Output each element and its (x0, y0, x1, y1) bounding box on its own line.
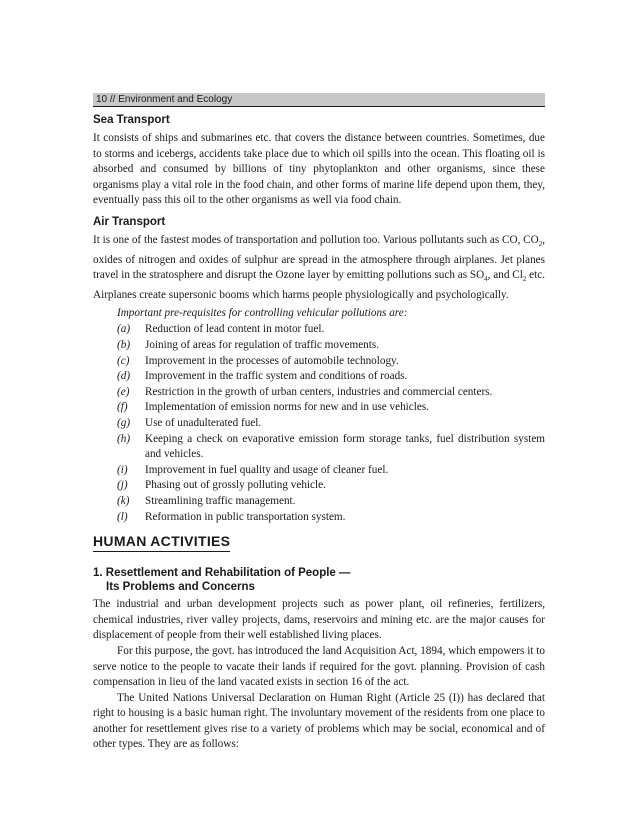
item-text: Keeping a check on evaporative emission form storage tanks, fuel distribution system and vehicles. (145, 432, 545, 461)
item-label: (g) (117, 416, 131, 429)
item-label: (h) (117, 432, 131, 445)
prerequisites-lead: Important pre-requisites for controlling vehicular pollutions are: (117, 306, 408, 319)
item-text: Improvement in the processes of automobile technology. (145, 354, 399, 367)
item-label: (j) (117, 479, 128, 492)
list-item (117, 354, 545, 370)
subscript: 4 (484, 275, 488, 284)
item-text: Use of unadulterated fuel. (145, 416, 262, 429)
list-item (117, 400, 545, 416)
air-text-b: , oxides of nitrogen and oxides of sulphur are spread in the atmosphere through airplanes. Jet planes travel in the stratosphere and disrupt the Ozone layer by emitting pollutions such as SO (93, 233, 545, 282)
item-text: Improvement in the traffic system and conditions of roads. (145, 370, 408, 383)
air-text-a: It is one of the fastest modes of transportation and pollution too. Various pollutants such as CO, CO (93, 233, 539, 246)
resettlement-heading-line1: 1. Resettlement and Rehabilitation of People — (93, 567, 351, 580)
item-label: (e) (117, 385, 130, 398)
item-text: Reformation in public transportation system. (145, 510, 346, 523)
list-item (117, 463, 545, 479)
prerequisites-list (117, 322, 545, 525)
item-label: (b) (117, 339, 131, 351)
resettlement-heading (93, 566, 545, 594)
document-page (93, 93, 545, 753)
sea-transport-heading: Sea Transport (93, 114, 170, 126)
sea-transport-paragraph: It consists of ships and submarines etc. that covers the distance between countries. Sometimes, due to storms and icebergs, accidents take place due to which oil spills into the ocean. This floating oil is absorbed and consumed by billions of tiny phytoplankton and other organisms, since these organisms play a vital role in the food chain, and other forms of marine life depend upon them, they, eventually pass this oil to the other organisms as well via food chain. (93, 132, 545, 207)
item-label: (c) (117, 354, 130, 367)
item-text: Restriction in the growth of urban centers, industries and commercial centers. (145, 385, 493, 398)
running-header: 10 // Environment and Ecology (93, 93, 545, 107)
air-transport-heading: Air Transport (93, 215, 166, 228)
item-label: (f) (117, 401, 128, 414)
subscript: 2 (522, 275, 527, 284)
item-text: Improvement in fuel quality and usage of cleaner fuel. (145, 463, 389, 476)
item-text: Phasing out of grossly polluting vehicle. (145, 479, 326, 492)
item-text: Streamlining traffic management. (145, 494, 296, 507)
resettlement-paragraph-1: The industrial and urban development projects such as power plant, oil refineries, fertilizers, chemical industries, river valley projects, dams, reservoirs and mining etc. are the major causes for displacement of people from their well established living places. (93, 598, 545, 642)
item-text: Joining of areas for regulation of traffic movements. (145, 339, 380, 351)
item-label: (k) (117, 494, 130, 507)
item-label: (a) (117, 323, 131, 336)
air-transport-paragraph (93, 233, 545, 304)
list-item (117, 385, 545, 401)
list-item (117, 510, 545, 526)
item-label: (d) (117, 370, 131, 383)
list-item (117, 494, 545, 510)
item-text: Implementation of emission norms for new and in use vehicles. (145, 401, 429, 414)
resettlement-paragraph-3: The United Nations Universal Declaration on Human Right (Article 25 (I)) has declared that right to housing is a basic human right. The involuntary movement of the residents from one place to another for resettlement gives rise to a variety of problems which may be social, economical and of other types. They are as follows: (93, 691, 545, 751)
list-item (117, 416, 545, 432)
human-activities-heading: HUMAN ACTIVITIES (93, 533, 230, 552)
list-item (117, 478, 545, 494)
item-label: (i) (117, 463, 128, 476)
list-item (117, 432, 545, 463)
item-text: Reduction of lead content in motor fuel. (145, 323, 325, 336)
resettlement-heading-line2: Its Problems and Concerns (106, 581, 255, 594)
resettlement-paragraph-2: For this purpose, the govt. has introduced the land Acquisition Act, 1894, which empowers it to serve notice to the people to vacate their lands if required for the govt. planning. Provision of cash compensation in lieu of the land vacated exists in section 16 of the act. (93, 644, 545, 689)
list-item (117, 369, 545, 385)
list-item (117, 338, 545, 354)
subscript: 2 (538, 240, 543, 249)
air-text-c: , and Cl (487, 269, 523, 282)
item-label: (l) (117, 510, 128, 523)
list-item (117, 322, 545, 338)
air-text-d: etc. Airplanes create supersonic booms which harms people physiologically and psychologically. (93, 269, 545, 302)
